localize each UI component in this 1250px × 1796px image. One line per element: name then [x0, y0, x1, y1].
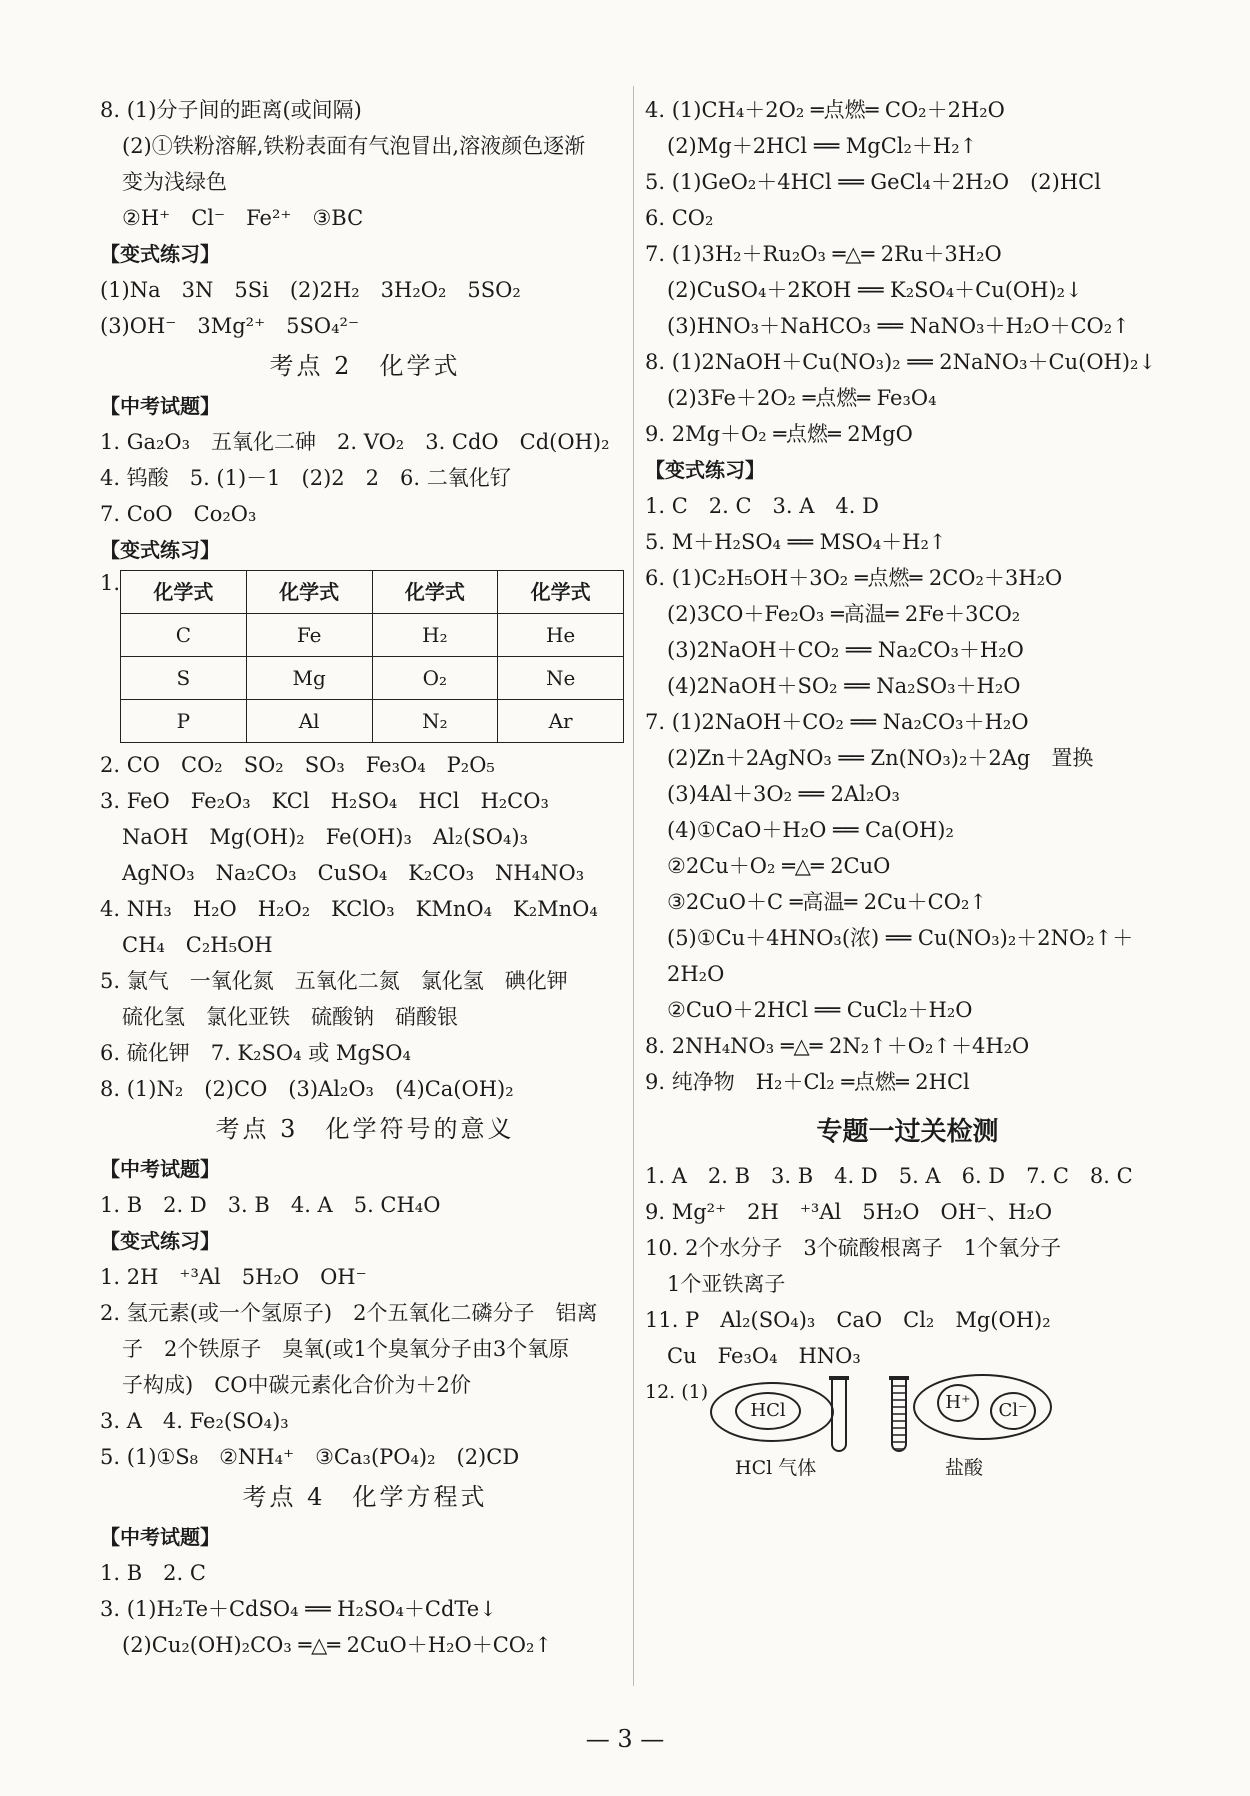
answer-line: 9. 纯净物 H₂＋Cl₂ ═点燃═ 2HCl	[645, 1070, 970, 1094]
figure-number: 12. (1)	[645, 1381, 709, 1403]
answer-line-indented: (3)HNO₃＋NaHCO₃ ══ NaNO₃＋H₂O＋CO₂↑	[667, 314, 1130, 338]
answer-line-indented: ②CuO＋2HCl ══ CuCl₂＋H₂O	[667, 998, 973, 1022]
section-label: 【中考试题】	[100, 1525, 220, 1549]
answer-line-indented: 变为浅绿色	[122, 170, 227, 194]
section-label: 【变式练习】	[100, 1229, 220, 1253]
answer-line: 4. 钨酸 5. (1)－1 (2)2 2 6. 二氧化钌	[100, 466, 511, 490]
topic-heading: 考点 4 化学方程式	[242, 1483, 488, 1511]
hcl-molecule: HCl	[735, 1392, 801, 1430]
answer-line: 8. (1)N₂ (2)CO (3)Al₂O₃ (4)Ca(OH)₂	[100, 1077, 514, 1101]
page-number: — 3 —	[585, 1725, 665, 1753]
answer-line-indented: 1个亚铁离子	[667, 1272, 786, 1296]
formula-table-block	[100, 568, 630, 743]
test-heading: 专题一过关检测	[816, 1117, 999, 1147]
answer-line-indented: 子构成) CO中碳元素化合价为＋2价	[122, 1373, 471, 1397]
answer-line: 9. 2Mg＋O₂ ═点燃═ 2MgO	[645, 422, 913, 446]
answer-line: (3)OH⁻ 3Mg²⁺ 5SO₄²⁻	[100, 314, 360, 338]
answer-line: 1. C 2. C 3. A 4. D	[645, 494, 879, 518]
table-header-cell: 化学式	[372, 571, 498, 614]
answer-line-indented: ②2Cu＋O₂ ═△═ 2CuO	[667, 854, 891, 878]
right-column	[645, 92, 1170, 1484]
answer-line-indented: CH₄ C₂H₅OH	[122, 933, 273, 957]
answer-line: 7. CoO Co₂O₃	[100, 502, 257, 526]
answer-line: 1. B 2. C	[100, 1561, 206, 1585]
answer-line: 4. NH₃ H₂O H₂O₂ KClO₃ KMnO₄ K₂MnO₄	[100, 897, 598, 921]
section-label: 【变式练习】	[645, 458, 765, 482]
answer-line-indented: (2)Zn＋2AgNO₃ ══ Zn(NO₃)₂＋2Ag 置换	[667, 746, 1094, 770]
answer-line: 1. B 2. D 3. B 4. A 5. CH₄O	[100, 1193, 441, 1217]
answer-line: 3. FeO Fe₂O₃ KCl H₂SO₄ HCl H₂CO₃	[100, 789, 549, 813]
h-ion: H⁺	[937, 1384, 979, 1422]
answer-line-indented: AgNO₃ Na₂CO₃ CuSO₄ K₂CO₃ NH₄NO₃	[122, 861, 585, 885]
answer-line: 5. M＋H₂SO₄ ══ MSO₄＋H₂↑	[645, 530, 947, 554]
answer-line: 6. CO₂	[645, 206, 714, 230]
answer-line-indented: (2)Cu₂(OH)₂CO₃ ═△═ 2CuO＋H₂O＋CO₂↑	[122, 1633, 552, 1657]
table-row	[121, 657, 624, 700]
table-header-cell: 化学式	[498, 571, 624, 614]
answer-line-indented: ③2CuO＋C ═高温═ 2Cu＋CO₂↑	[667, 890, 987, 914]
cl-ion: Cl⁻	[990, 1392, 1036, 1430]
formula-table	[120, 570, 624, 743]
answer-line: 2. 氢元素(或一个氢原子) 2个五氧化二磷分子 铝离	[100, 1301, 598, 1325]
table-number: 1.	[100, 571, 121, 595]
table-cell: Mg	[246, 657, 372, 700]
answer-line: (1)Na 3N 5Si (2)2H₂ 3H₂O₂ 5SO₂	[100, 278, 521, 302]
answer-line-indented: NaOH Mg(OH)₂ Fe(OH)₃ Al₂(SO₄)₃	[122, 825, 529, 849]
table-header-cell: 化学式	[121, 571, 247, 614]
answer-line: 4. (1)CH₄＋2O₂ ═点燃═ CO₂＋2H₂O	[645, 98, 1005, 122]
answer-line-indented: (3)4Al＋3O₂ ══ 2Al₂O₃	[667, 782, 900, 806]
table-cell: Al	[246, 700, 372, 743]
answer-line-indented: ②H⁺ Cl⁻ Fe²⁺ ③BC	[122, 206, 364, 230]
section-label: 【变式练习】	[100, 538, 220, 562]
gas-label: HCl 气体	[735, 1457, 817, 1479]
answer-line-indented: Cu Fe₃O₄ HNO₃	[667, 1344, 861, 1368]
left-column	[100, 92, 630, 1663]
column-divider	[633, 86, 634, 1686]
section-label: 【变式练习】	[100, 242, 220, 266]
answer-line-indented: (2)CuSO₄＋2KOH ══ K₂SO₄＋Cu(OH)₂↓	[667, 278, 1083, 302]
answer-line: 10. 2个水分子 3个硫酸根离子 1个氧分子	[645, 1236, 1062, 1260]
table-cell: P	[121, 700, 247, 743]
answer-line: 8. (1)分子间的距离(或间隔)	[100, 98, 362, 122]
answer-line: 6. (1)C₂H₅OH＋3O₂ ═点燃═ 2CO₂＋3H₂O	[645, 566, 1063, 590]
answer-line: 1. 2H ⁺³Al 5H₂O OH⁻	[100, 1265, 367, 1289]
table-row	[121, 700, 624, 743]
table-cell: He	[498, 614, 624, 657]
answer-line: 7. (1)3H₂＋Ru₂O₃ ═△═ 2Ru＋3H₂O	[645, 242, 1002, 266]
table-header-cell: 化学式	[246, 571, 372, 614]
answer-line-indented: (2)3Fe＋2O₂ ═点燃═ Fe₃O₄	[667, 386, 937, 410]
acid-test-tube	[891, 1380, 907, 1452]
section-label: 【中考试题】	[100, 394, 220, 418]
answer-line: 8. 2NH₄NO₃ ═△═ 2N₂↑＋O₂↑＋4H₂O	[645, 1034, 1030, 1058]
table-header-row	[121, 571, 624, 614]
answer-line: 9. Mg²⁺ 2H ⁺³Al 5H₂O OH⁻、H₂O	[645, 1200, 1053, 1224]
answer-line: 1. Ga₂O₃ 五氧化二砷 2. VO₂ 3. CdO Cd(OH)₂	[100, 430, 610, 454]
table-cell: Ne	[498, 657, 624, 700]
answer-line-indented: 硫化氢 氯化亚铁 硫酸钠 硝酸银	[122, 1005, 458, 1029]
answer-line: 5. 氯气 一氧化氮 五氧化二氮 氯化氢 碘化钾	[100, 969, 568, 993]
answer-line-indented: (5)①Cu＋4HNO₃(浓) ══ Cu(NO₃)₂＋2NO₂↑＋	[667, 926, 1134, 950]
table-cell: S	[121, 657, 247, 700]
answer-line-indented: (2)Mg＋2HCl ══ MgCl₂＋H₂↑	[667, 134, 978, 158]
answer-line-indented: (2)①铁粉溶解,铁粉表面有气泡冒出,溶液颜色逐渐	[122, 134, 586, 158]
answer-line: 7. (1)2NaOH＋CO₂ ══ Na₂CO₃＋H₂O	[645, 710, 1029, 734]
answer-line: 2. CO CO₂ SO₂ SO₃ Fe₃O₄ P₂O₅	[100, 753, 495, 777]
answer-line-indented: 子 2个铁原子 臭氧(或1个臭氧分子由3个氧原	[122, 1337, 570, 1361]
answer-line: 1. A 2. B 3. B 4. D 5. A 6. D 7. C 8. C	[645, 1164, 1133, 1188]
topic-heading: 考点 2 化学式	[269, 352, 461, 380]
table-cell: Ar	[498, 700, 624, 743]
table-cell: C	[121, 614, 247, 657]
table-cell: H₂	[372, 614, 498, 657]
answer-line: 3. (1)H₂Te＋CdSO₄ ══ H₂SO₄＋CdTe↓	[100, 1597, 497, 1621]
answer-line: 11. P Al₂(SO₄)₃ CaO Cl₂ Mg(OH)₂	[645, 1308, 1051, 1332]
topic-heading: 考点 3 化学符号的意义	[215, 1115, 515, 1143]
answer-line: 5. (1)GeO₂＋4HCl ══ GeCl₄＋2H₂O (2)HCl	[645, 170, 1101, 194]
table-cell: O₂	[372, 657, 498, 700]
answer-line: 8. (1)2NaOH＋Cu(NO₃)₂ ══ 2NaNO₃＋Cu(OH)₂↓	[645, 350, 1157, 374]
answer-line-indented: 2H₂O	[667, 962, 725, 986]
answer-line-indented: (2)3CO＋Fe₂O₃ ═高温═ 2Fe＋3CO₂	[667, 602, 1021, 626]
acid-label: 盐酸	[945, 1457, 984, 1479]
gas-test-tube	[831, 1380, 847, 1452]
answer-line-indented: (4)2NaOH＋SO₂ ══ Na₂SO₃＋H₂O	[667, 674, 1021, 698]
hcl-figure	[645, 1374, 1170, 1484]
answer-line-indented: (4)①CaO＋H₂O ══ Ca(OH)₂	[667, 818, 954, 842]
table-cell: Fe	[246, 614, 372, 657]
answer-line: 6. 硫化钾 7. K₂SO₄ 或 MgSO₄	[100, 1041, 411, 1065]
answer-line: 3. A 4. Fe₂(SO₄)₃	[100, 1409, 289, 1433]
table-row	[121, 614, 624, 657]
table-cell: N₂	[372, 700, 498, 743]
section-label: 【中考试题】	[100, 1157, 220, 1181]
answer-line: 5. (1)①S₈ ②NH₄⁺ ③Ca₃(PO₄)₂ (2)CD	[100, 1445, 520, 1469]
answer-line-indented: (3)2NaOH＋CO₂ ══ Na₂CO₃＋H₂O	[667, 638, 1024, 662]
